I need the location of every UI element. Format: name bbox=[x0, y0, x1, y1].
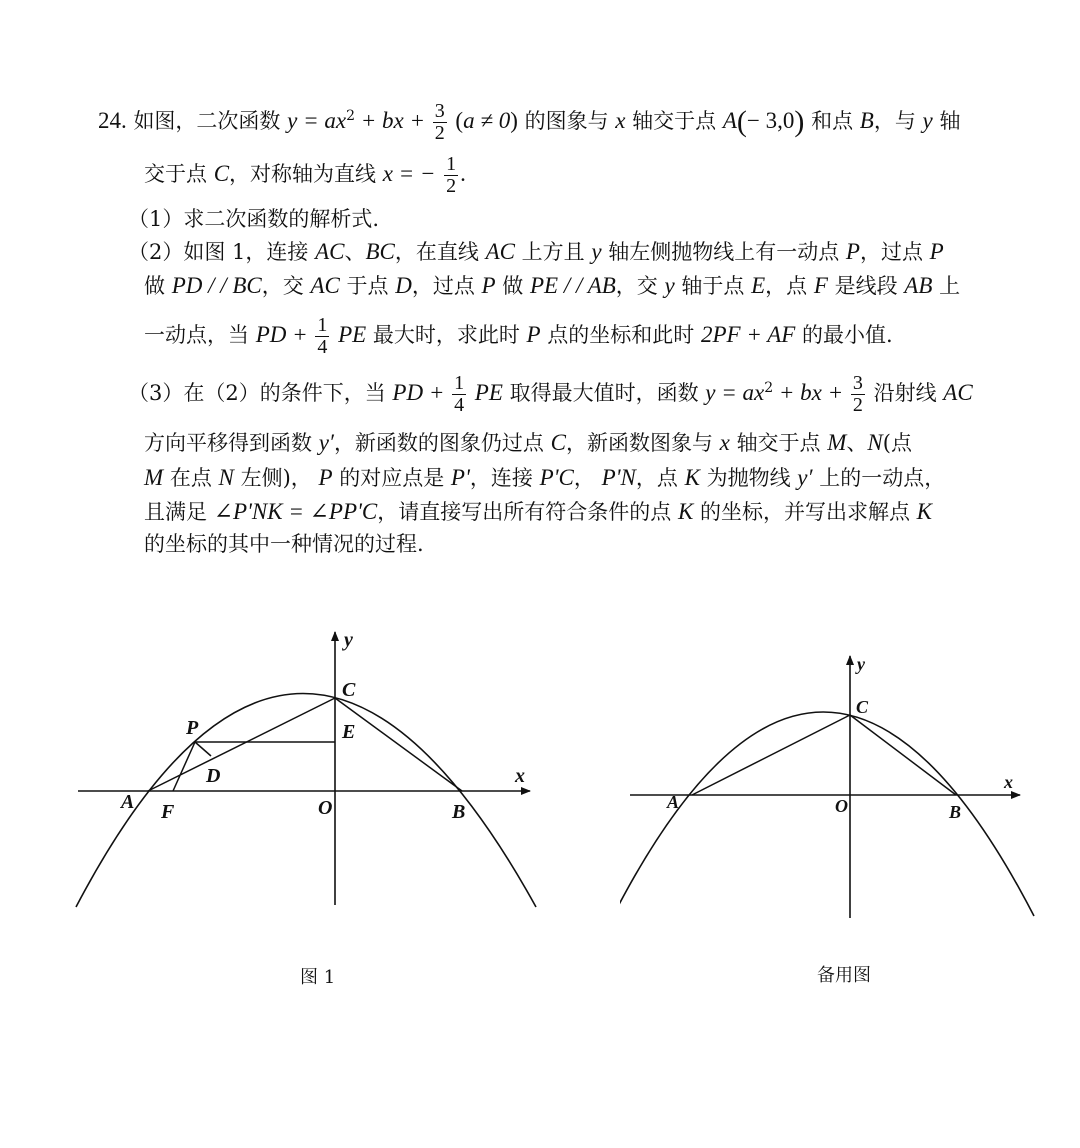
part-3-line-3: M 在点 N 左侧)， P 的对应点是 P'，连接 P'C， P'N，点 K 为抛物线 y′ 上的一动点， bbox=[144, 465, 946, 490]
problem-number: 24. bbox=[98, 108, 127, 133]
parabola bbox=[620, 712, 1034, 916]
label-P: P bbox=[186, 717, 199, 739]
part-3-line-1: （3）在（2）的条件下，当 PD + $\frac{1}{4}$ PE 取得最大值时，函数 $y = ax^2$ + bx + $\frac{3}{2}$ 沿射线 AC bbox=[128, 372, 973, 416]
label-D: D bbox=[206, 765, 221, 787]
part-3-line-2: 方向平移得到函数 y′，新函数的图象仍过点 C，新函数图象与 x 轴交于点 M、N(点 bbox=[144, 430, 912, 455]
label-F: F bbox=[161, 801, 175, 823]
label-O: O bbox=[318, 797, 333, 819]
part-2-line-2: 做 PD / / BC，交 AC 于点 D，过点 P 做 PE / / AB，交 y 轴于点 E，点 F 是线段 AB 上 bbox=[144, 273, 961, 298]
fraction-1-2: $\frac{1}{2}$ bbox=[446, 153, 457, 197]
label-x: x bbox=[1004, 772, 1013, 792]
part-3-line-5: 的坐标的其中一种情况的过程. bbox=[144, 532, 424, 556]
label-E: E bbox=[342, 721, 356, 743]
figure-2 bbox=[620, 650, 1040, 925]
segment-AC bbox=[148, 698, 335, 791]
fraction-3-2: $\frac{3}{2}$ bbox=[434, 100, 445, 144]
figure-2-caption: 备用图 bbox=[817, 965, 871, 986]
problem-line-1: 24. 如图，二次函数 $y = ax^2$ + bx + $\frac{3}{2}$ (a ≠ 0) 的图象与 x 轴交于点 A(− 3,0) 和点 B，与 y 轴 bbox=[98, 100, 961, 144]
parabola bbox=[76, 694, 536, 908]
problem-line-2: 交于点 C，对称轴为直线 x = − $\frac{1}{2}$ . bbox=[144, 153, 466, 197]
label-C: C bbox=[342, 679, 356, 701]
segment-PD bbox=[195, 742, 211, 756]
label-B: B bbox=[949, 802, 962, 822]
label-C: C bbox=[856, 697, 869, 717]
segment-PF bbox=[173, 742, 195, 791]
segment-BC bbox=[335, 698, 462, 791]
label-x: x bbox=[515, 765, 525, 787]
label-y: y bbox=[857, 654, 865, 674]
label-A: A bbox=[667, 792, 680, 812]
figure-1 bbox=[70, 625, 540, 925]
part-2-line-1: （2）如图 1，连接 AC、BC，在直线 AC 上方且 y 轴左侧抛物线上有一动点 P，过点 P bbox=[128, 239, 944, 264]
label-y: y bbox=[344, 629, 353, 651]
fraction-1-4-b: $\frac{1}{4}$ bbox=[454, 372, 465, 416]
label-B: B bbox=[452, 801, 466, 823]
segment-AC bbox=[692, 715, 850, 795]
label-O: O bbox=[835, 796, 848, 816]
figure-1-caption: 图 1 bbox=[300, 967, 336, 988]
part-1: （1）求二次函数的解析式. bbox=[128, 207, 380, 231]
segment-BC bbox=[850, 715, 956, 795]
fraction-3-2-b: $\frac{3}{2}$ bbox=[852, 372, 863, 416]
part-2-line-3: 一动点，当 PD + $\frac{1}{4}$ PE 最大时，求此时 P 点的坐标和此时 2PF + AF 的最小值. bbox=[144, 314, 893, 358]
part-3-line-4: 且满足 ∠P'NK = ∠PP'C，请直接写出所有符合条件的点 K 的坐标，并写出求解点 K bbox=[144, 499, 933, 524]
label-A: A bbox=[121, 791, 135, 813]
fraction-1-4: $\frac{1}{4}$ bbox=[317, 314, 328, 358]
